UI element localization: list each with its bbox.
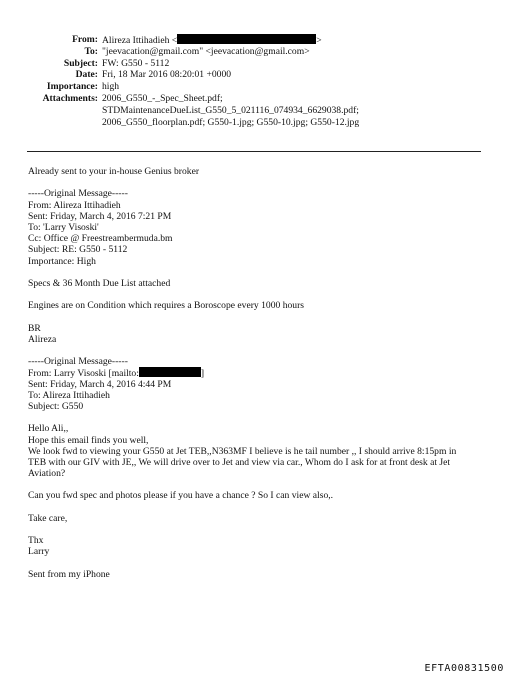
header-importance-row	[0, 81, 512, 93]
orig2-from-prefix: From: Larry Visoski [mailto:	[28, 368, 139, 380]
orig2-to: To: Alireza Ittihadieh	[28, 389, 110, 401]
header-divider	[27, 151, 481, 152]
attachment-line[interactable]: 2006_G550_-_Spec_Sheet.pdf;	[102, 92, 223, 104]
document-id-stamp: EFTA00831500	[424, 662, 504, 674]
subject-value: FW: G550 - 5112	[102, 57, 170, 69]
orig2-sent-from: Sent from my iPhone	[28, 568, 110, 580]
intro-text: Already sent to your in-house Genius broker	[28, 166, 200, 177]
orig2-line-4: Aviation?	[28, 468, 66, 480]
orig1-paragraph-1: Specs & 36 Month Due List attached	[28, 277, 171, 289]
to-label: To:	[84, 45, 98, 57]
orig1-to: To: 'Larry Visoski'	[28, 221, 99, 233]
from-end: >	[316, 35, 322, 46]
attachment-line[interactable]: STDMaintenanceDueList_G550_5_021116_074934_6629038.pdf;	[102, 104, 359, 116]
attachments-label: Attachments:	[42, 92, 98, 104]
orig1-cc: Cc: Office @ Freestreambermuda.bm	[28, 233, 173, 245]
orig2-sent: Sent: Friday, March 4, 2016 4:44 PM	[28, 378, 172, 390]
orig2-line-2: We look fwd to viewing your G550 at Jet TEB,,N363MF I believe is he tail number ,, I should arrive 8:15pm in	[28, 445, 457, 457]
orig1-signoff: BR	[28, 322, 41, 334]
header-from-row	[0, 34, 512, 46]
orig2-thanks: Thx	[28, 535, 44, 547]
importance-label: Importance:	[46, 81, 98, 93]
original-message-marker: -----Original Message-----	[28, 356, 128, 368]
from-value	[102, 34, 322, 46]
orig2-paragraph-2: Can you fwd spec and photos please if you have a chance ? So I can view also,.	[28, 490, 334, 502]
attachments-list	[102, 93, 359, 128]
orig2-subject: Subject: G550	[28, 400, 84, 412]
header-attachments-row	[0, 93, 512, 128]
redaction-block	[177, 34, 316, 44]
to-value: "jeevacation@gmail.com" <jeevacation@gmail.com>	[102, 45, 310, 57]
header-to-row	[0, 46, 512, 58]
orig1-sent: Sent: Friday, March 4, 2016 7:21 PM	[28, 210, 172, 222]
date-label: Date:	[75, 69, 98, 81]
email-body	[28, 166, 488, 580]
orig1-paragraph-2: Engines are on Condition which requires a Boroscope every 1000 hours	[28, 300, 305, 312]
subject-label: Subject:	[63, 57, 98, 69]
importance-value: high	[102, 81, 120, 93]
redaction-block	[139, 367, 201, 377]
email-header	[0, 34, 512, 128]
orig2-take-care: Take care,	[28, 512, 68, 524]
orig2-name: Larry	[28, 546, 50, 558]
orig2-from	[28, 367, 488, 378]
orig2-line-1: Hope this email finds you well,	[28, 434, 149, 446]
orig1-signature: Alireza	[28, 333, 57, 345]
header-subject-row	[0, 58, 512, 70]
orig2-line-3: TEB with our GIV with JE,, We will drive over to Jet and view via car., Whom do I ask for at front desk at Jet	[28, 456, 451, 468]
orig1-from: From: Alireza Ittihadieh	[28, 199, 121, 211]
original-message-marker: -----Original Message-----	[28, 188, 128, 200]
from-label: From:	[72, 34, 98, 45]
orig2-from-suffix: ]	[200, 368, 205, 380]
orig2-greeting: Hello Ali,,	[28, 423, 69, 435]
date-value: Fri, 18 Mar 2016 08:20:01 +0000	[102, 69, 232, 81]
header-date-row	[0, 69, 512, 81]
from-name: Alireza Ittihadieh <	[102, 35, 178, 46]
orig1-subject: Subject: RE: G550 - 5112	[28, 244, 128, 256]
orig1-importance: Importance: High	[28, 255, 96, 267]
attachment-line[interactable]: 2006_G550_floorplan.pdf; G550-1.jpg; G550-10.jpg; G550-12.jpg	[102, 116, 360, 128]
